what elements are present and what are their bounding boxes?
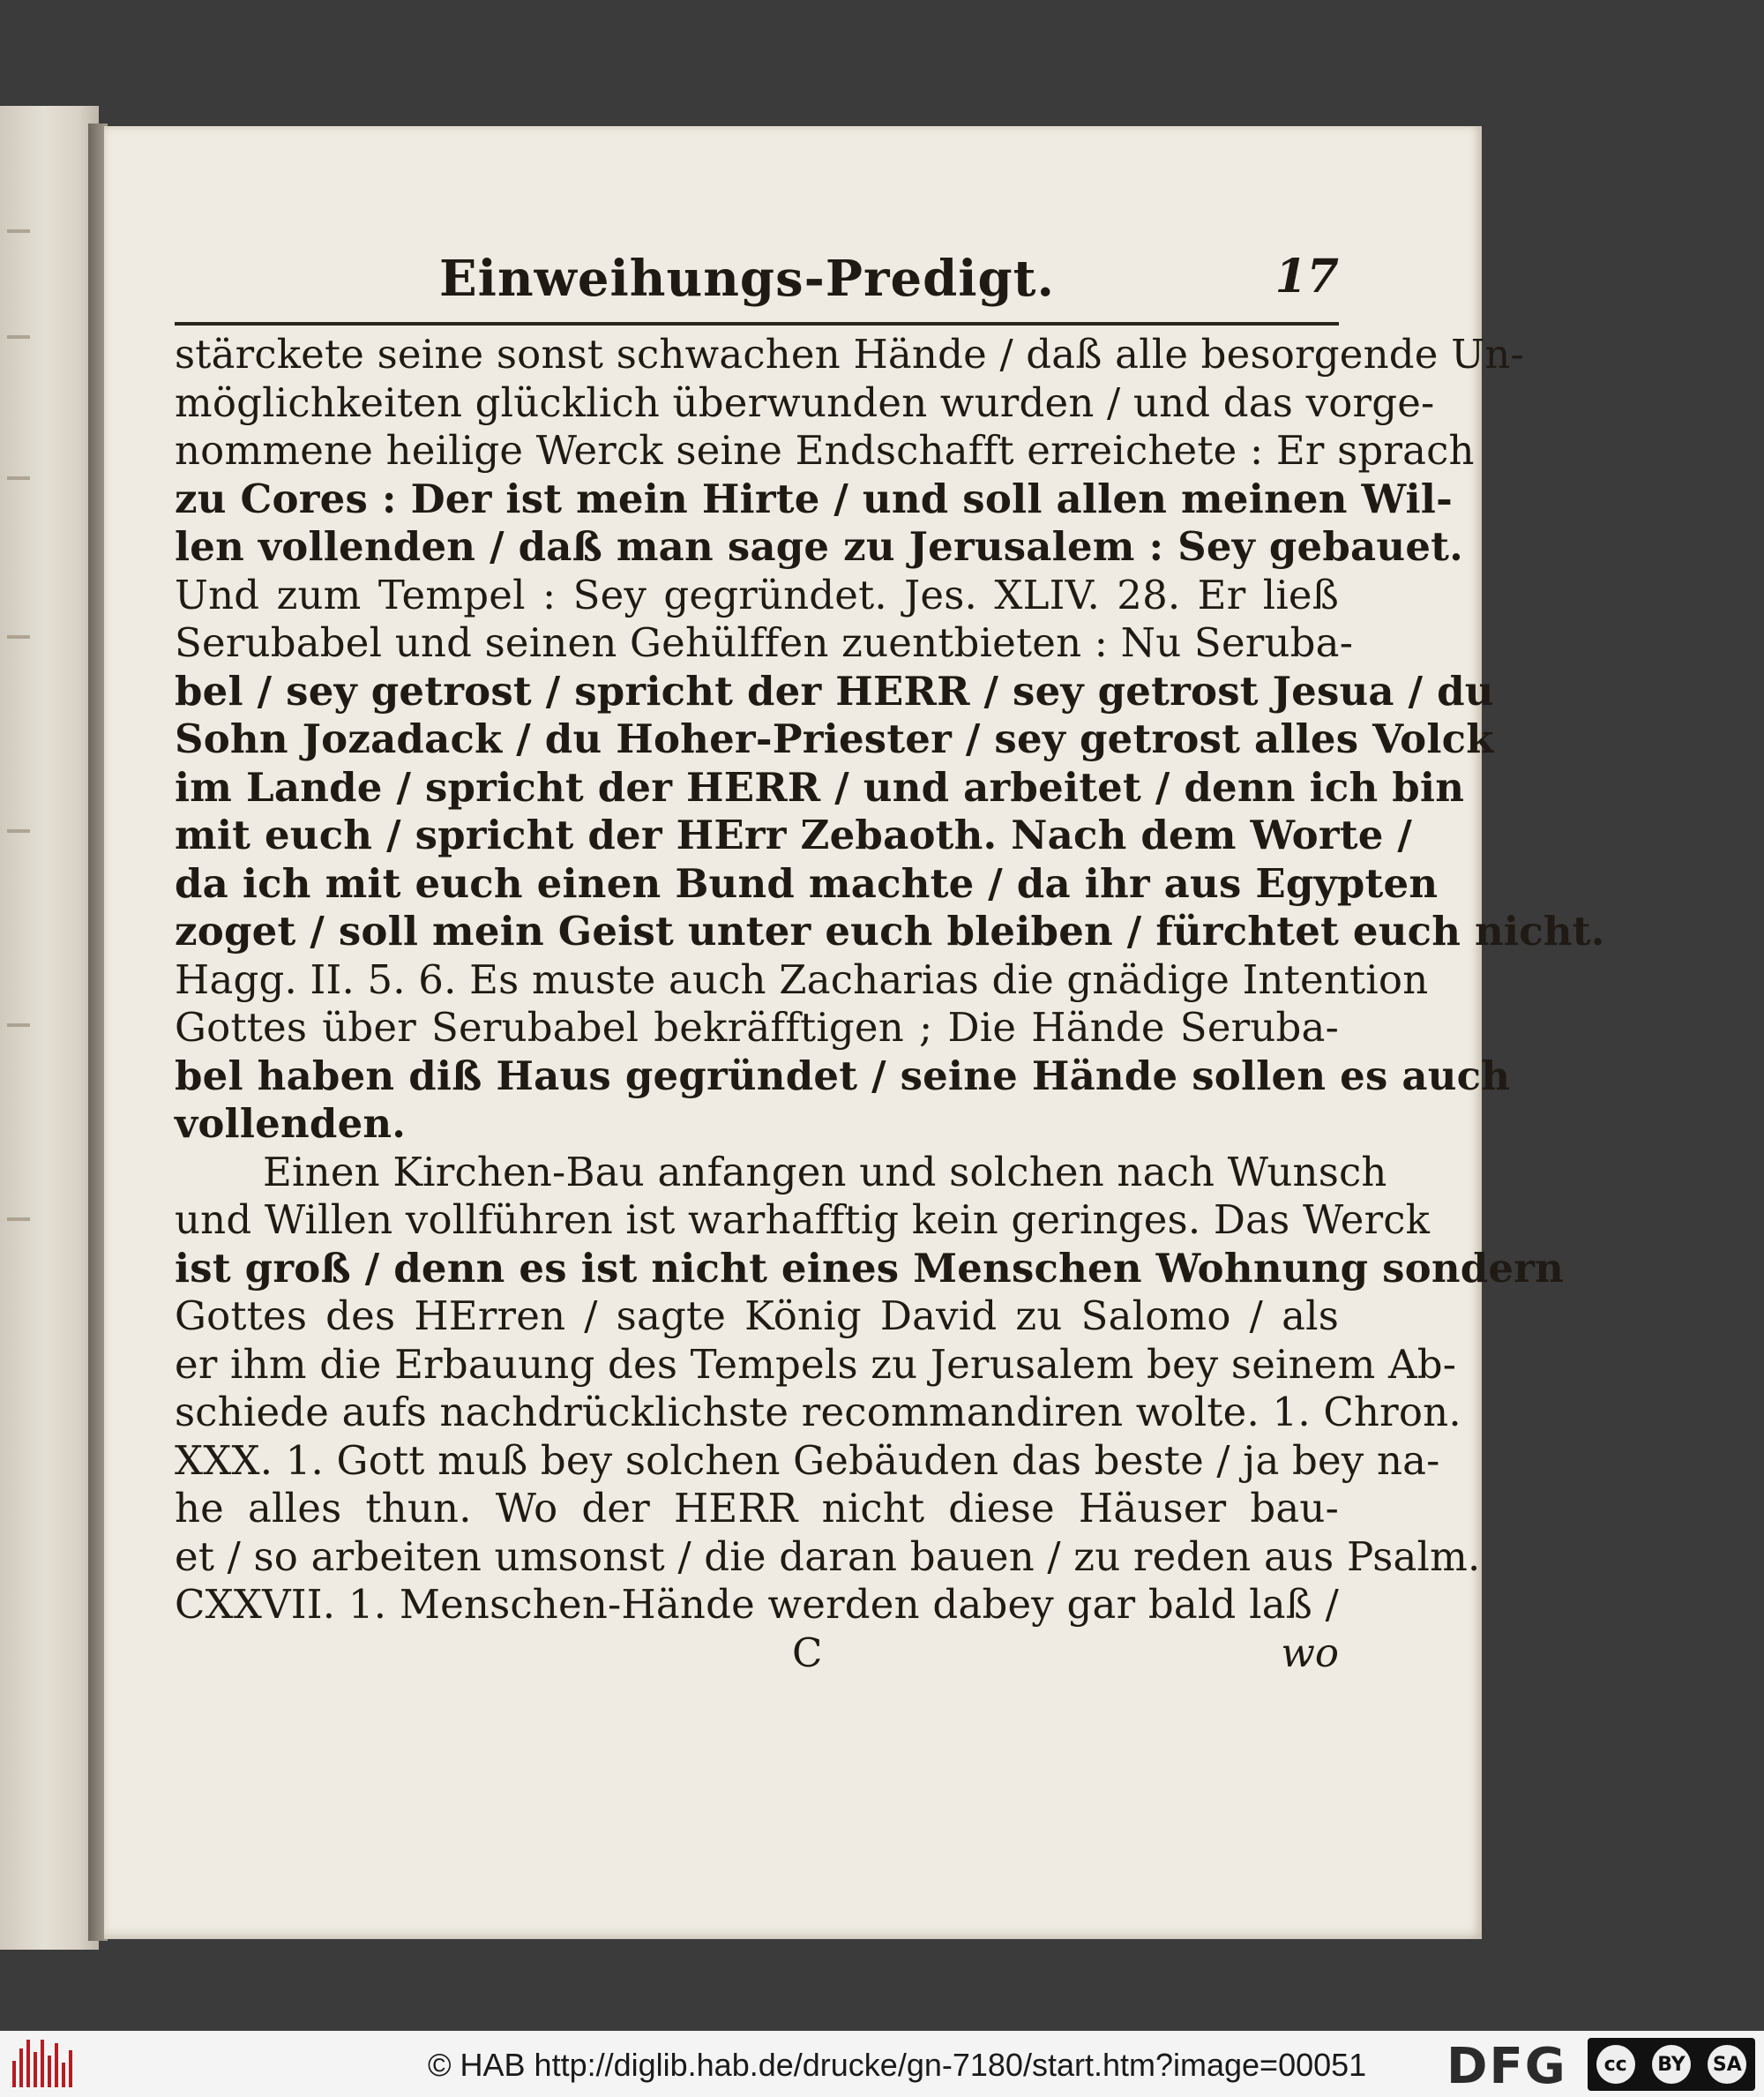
text-line: CXXVII. 1. Menschen-Hände werden dabey gar bald laß / — [175, 1581, 1339, 1628]
running-title: Einweihungs-Predigt. — [439, 250, 1056, 308]
text-line: Gottes über Serubabel bekräfftigen ; Die Hände Seruba- — [175, 1004, 1339, 1051]
page-number: 17 — [1274, 250, 1339, 303]
by-icon: BY — [1652, 2045, 1691, 2084]
text-line: et / so arbeiten umsonst / die daran bauen / zu reden aus Psalm. — [175, 1532, 1481, 1580]
book-page — [104, 126, 1605, 1939]
text-line: Einen Kirchen-Bau anfangen und solchen nach Wunsch — [263, 1148, 1387, 1195]
text-line: he alles thun. Wo der HERR nicht diese Häuser bau- — [175, 1485, 1339, 1532]
text-line: im Lande / spricht der HERR / und arbeitet / denn ich bin — [175, 763, 1465, 811]
citation-link[interactable]: © HAB http://diglib.hab.de/drucke/gn-7180/start.htm?image=00051 — [428, 2047, 1367, 2083]
text-line: zoget / soll mein Geist unter euch bleiben / fürchtet euch nicht. — [175, 908, 1605, 955]
cc-icon: cc — [1596, 2045, 1635, 2084]
dfg-logo: DFG — [1446, 2038, 1567, 2095]
running-head — [175, 250, 1339, 320]
text-line: bel haben diß Haus gegründet / seine Hände sollen es auch — [175, 1052, 1511, 1099]
text-line: ist groß / denn es ist nicht eines Menschen Wohnung sondern — [175, 1244, 1565, 1292]
text-line: zu Cores : Der ist mein Hirte / und soll allen meinen Wil- — [175, 475, 1453, 522]
signature-mark: C — [792, 1629, 823, 1676]
text-line: vollenden. — [175, 1100, 407, 1147]
head-rule — [175, 322, 1339, 326]
text-line: Serubabel und seinen Gehülffen zuentbieten : Nu Seruba- — [175, 619, 1354, 666]
hab-logo-icon — [12, 2040, 74, 2087]
facing-page-text-fragment — [7, 635, 30, 639]
facing-page-text-fragment — [7, 829, 30, 833]
facing-page-text-fragment — [7, 476, 30, 480]
facing-page-edge — [0, 106, 99, 1950]
signature-row — [175, 1629, 1339, 1678]
text-block — [175, 250, 1605, 1829]
facing-page-text-fragment — [7, 1023, 30, 1027]
text-line: da ich mit euch einen Bund machte / da ihr aus Egypten — [175, 859, 1439, 907]
text-line: schiede aufs nachdrücklichste recommandiren wolte. 1. Chron. — [175, 1389, 1461, 1435]
facing-page-text-fragment — [7, 1217, 30, 1221]
text-line: und Willen vollführen ist warhafftig kein geringes. Das Werck — [175, 1196, 1431, 1243]
text-line: Und zum Tempel : Sey gegründet. Jes. XLIV. 28. Er ließ — [175, 571, 1339, 618]
text-line: er ihm die Erbauung des Tempels zu Jerusalem bey seinem Ab- — [175, 1340, 1457, 1388]
text-line: mit euch / spricht der HErr Zebaoth. Nach dem Worte / — [175, 812, 1413, 858]
catchword: wo — [1281, 1629, 1339, 1676]
sa-icon: SA — [1708, 2045, 1746, 2084]
body-text — [175, 331, 1605, 1677]
facing-page-text-fragment — [7, 229, 30, 233]
text-line: bel / sey getrost / spricht der HERR / sey getrost Jesua / du — [175, 667, 1494, 715]
text-line: Hagg. II. 5. 6. Es muste auch Zacharias die gnädige Intention — [175, 955, 1429, 1003]
text-line: stärckete seine sonst schwachen Hände / daß alle besorgende Un- — [175, 331, 1524, 378]
facing-page-text-fragment — [7, 335, 30, 339]
text-line: möglichkeiten glücklich überwunden wurden / und das vorge- — [175, 378, 1435, 426]
text-line: Gottes des HErren / sagte König David zu Salomo / als — [175, 1292, 1339, 1339]
cc-license-badge[interactable] — [1588, 2038, 1755, 2091]
text-line: XXX. 1. Gott muß bey solchen Gebäuden das beste / ja bey na- — [175, 1436, 1440, 1484]
text-line: len vollenden / daß man sage zu Jerusalem : Sey gebauet. — [175, 523, 1463, 570]
text-line: nommene heilige Werck seine Endschafft erreichete : Er sprach — [175, 427, 1475, 474]
footer-bar — [0, 2031, 1764, 2097]
text-line: Sohn Jozadack / du Hoher-Priester / sey getrost alles Volck — [175, 715, 1494, 762]
